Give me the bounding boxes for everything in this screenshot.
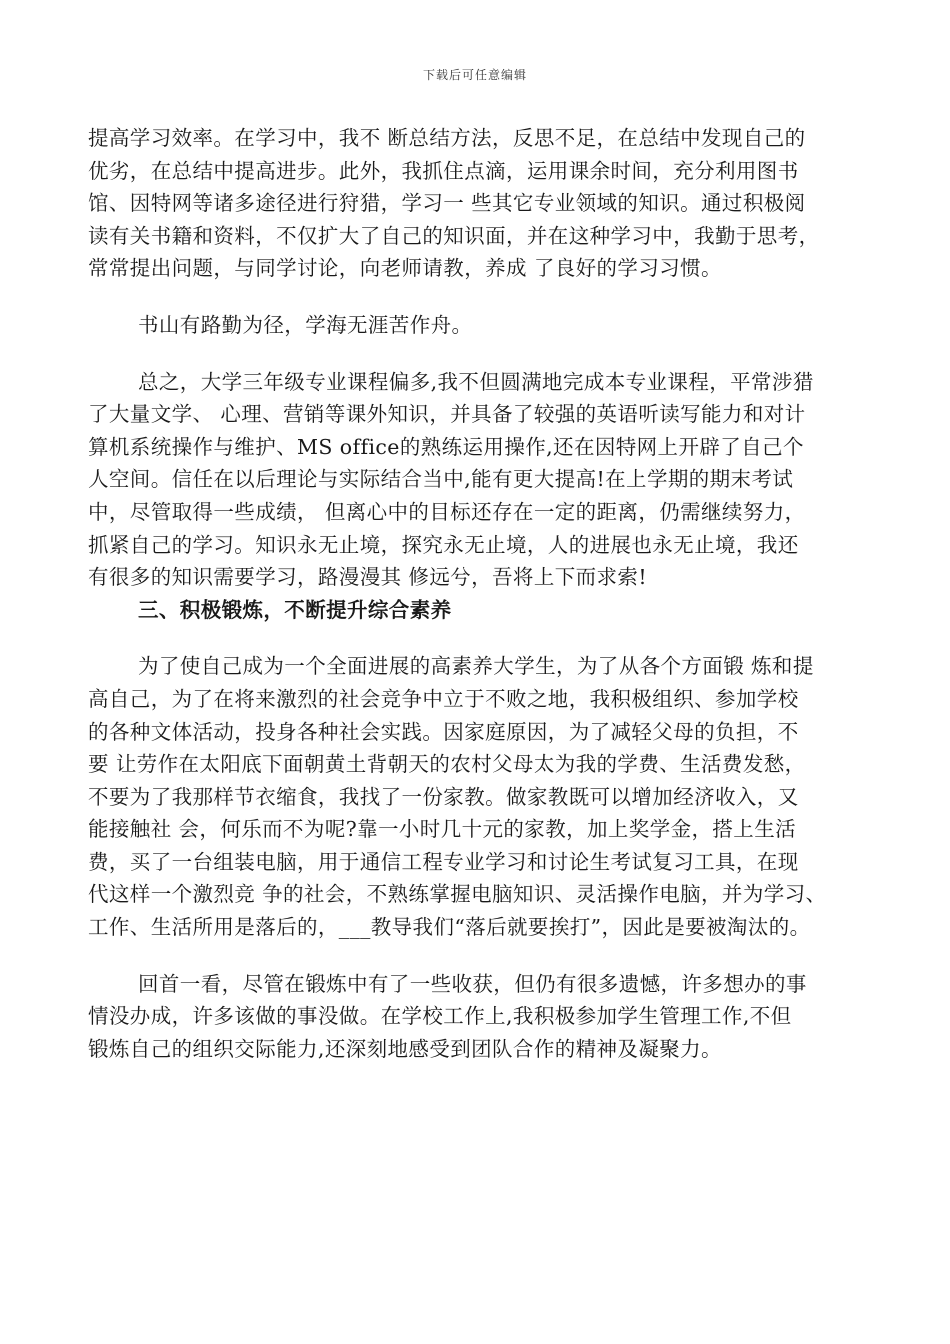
text-line: 抓紧自己的学习。知识永无止境，探究永无止境，人的进展也永无止境，我还	[88, 532, 799, 557]
text-line: 回首一看，尽管在锻炼中有了一些收获，但仍有很多遗憾，许多想办的事	[138, 971, 807, 996]
section-heading: 三、积极锻炼，不断提升综合素养	[138, 597, 452, 622]
text-line: 为了使自己成为一个全面进展的高素养大学生，为了从各个方面锻 炼和提	[138, 654, 814, 679]
paragraph-proverb	[88, 309, 868, 342]
text-line: 代这样一个激烈竞 争的社会，不熟练掌握电脑知识、灵活操作电脑，并为学习、	[88, 882, 827, 907]
text-line: 读有关书籍和资料，不仅扩大了自己的知识面，并在这种学习中，我勤于思考，	[88, 223, 820, 248]
text-line: 书山有路勤为径，学海无涯苦作舟。	[138, 312, 473, 337]
text-line: 中，尽管取得一些成绩， 但离心中的目标还存在一定的距离，仍需继续努力，	[88, 499, 806, 524]
paragraph-study-efficiency	[88, 122, 868, 285]
text-line: 不要为了我那样节衣缩食，我找了一份家教。做家教既可以增加经济收入，又	[88, 784, 799, 809]
text-line: 能接触社 会，何乐而不为呢?靠一小时几十元的家教，加上奖学金，搭上生活	[88, 817, 797, 842]
header-note: 下载后可任意编辑	[422, 68, 527, 82]
text-line: 工作、生活所用是落后的，___教导我们“落后就要挨打”，因此是要被淘汰的。	[88, 915, 811, 940]
text-line: 高自己，为了在将来激烈的社会竞争中立于不败之地，我积极组织、参加学校	[88, 686, 799, 711]
text-line: 要 让劳作在太阳底下面朝黄土背朝天的农村父母太为我的学费、生活费发愁，	[88, 752, 806, 777]
paragraph-summary	[88, 366, 868, 594]
paragraph-reflection	[88, 968, 868, 1066]
text-line: 了大量文学、 心理、营销等课外知识，并具备了较强的英语听读写能力和对计	[88, 402, 806, 427]
text-line: 优劣，在总结中提高进步。此外，我抓住点滴，运用课余时间，充分利用图书	[88, 158, 799, 183]
paragraph-activities	[88, 650, 868, 943]
text-line: 的各种文体活动，投身各种社会实践。因家庭原因，为了减轻父母的负担，不	[88, 719, 799, 744]
document-body	[88, 122, 868, 1065]
text-line: 情没办成，许多该做的事没做。在学校工作上,我积极参加学生管理工作,不但	[88, 1004, 792, 1029]
text-line: 常常提出问题，与同学讨论，向老师请教，养成 了良好的学习习惯。	[88, 256, 722, 281]
text-line: 馆、因特网等诸多途径进行狩猎，学习一 些其它专业领域的知识。通过积极阅	[88, 191, 806, 216]
text-line: 人空间。信任在以后理论与实际结合当中,能有更大提高!在上学期的期末考试	[88, 467, 794, 492]
text-line: 锻炼自己的组织交际能力,还深刻地感受到团队合作的精神及凝聚力。	[88, 1036, 722, 1061]
text-line: 费，买了一台组装电脑，用于通信工程专业学习和讨论生考试复习工具，在现	[88, 849, 799, 874]
text-line: 有很多的知识需要学习，路漫漫其 修远兮，吾将上下而求索!	[88, 565, 647, 590]
text-line: 算机系统操作与维护、MS office的熟练运用操作,还在因特网上开辟了自己个	[88, 434, 804, 459]
text-line: 总之，大学三年级专业课程偏多,我不但圆满地完成本专业课程，平常涉猎	[138, 369, 814, 394]
text-line: 提高学习效率。在学习中，我不 断总结方法，反思不足，在总结中发现自己的	[88, 126, 806, 150]
